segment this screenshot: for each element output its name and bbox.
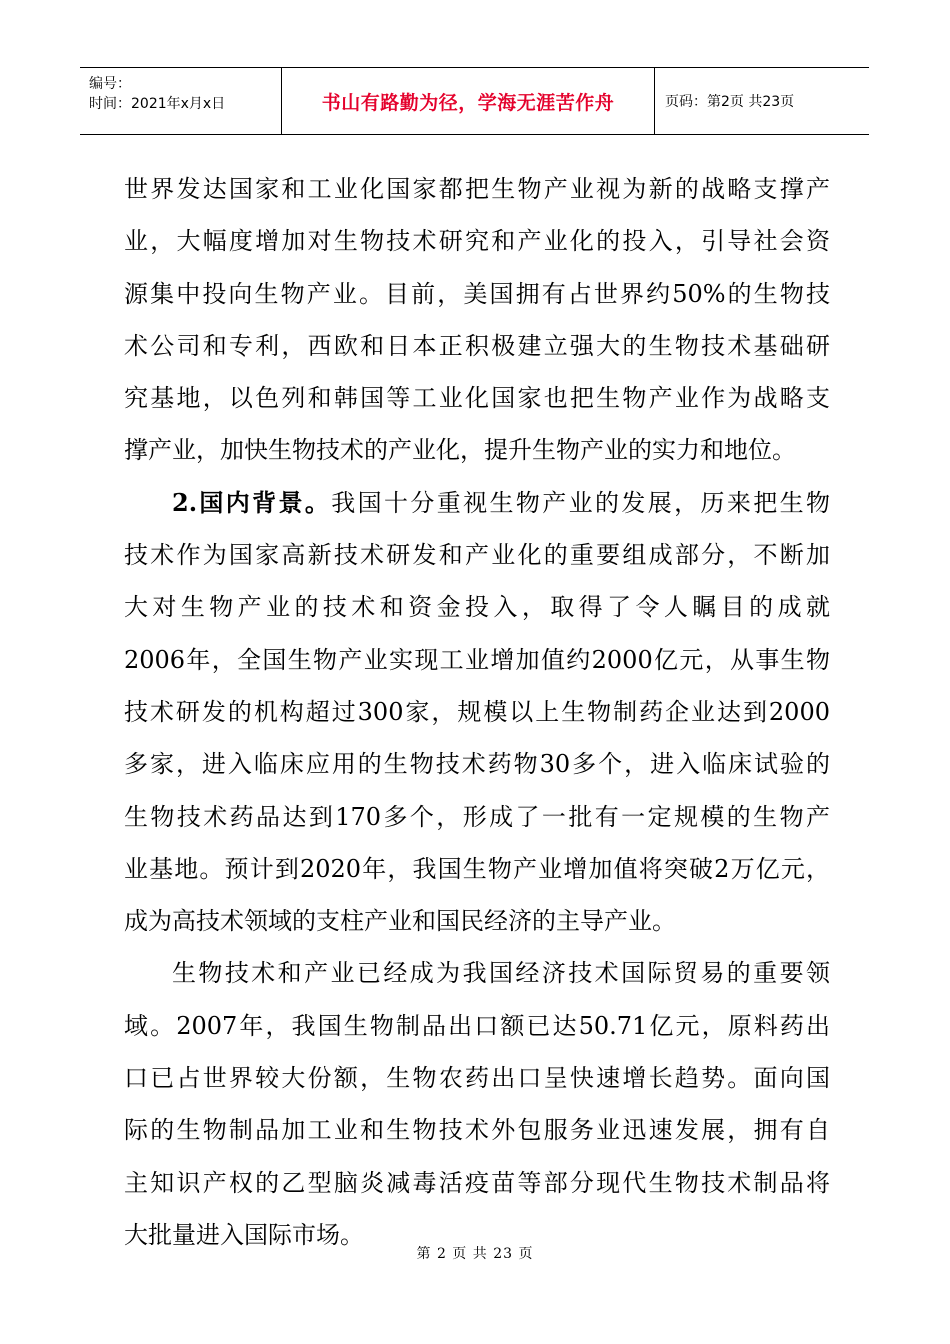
section-heading: 2.国内背景。	[172, 487, 332, 517]
paragraph-line: 技术作为国家高新技术研发和产业化的重要组成部分，不断加	[124, 541, 830, 570]
paragraph-3	[124, 947, 830, 1261]
page-footer: 第 2 页 共 23 页	[416, 1246, 534, 1262]
paragraph-line: 际的生物制品加工业和生物技术外包服务业迅速发展，拥有自	[124, 1116, 830, 1145]
paragraph-line: 多家，进入临床应用的生物技术药物30多个，进入临床试验的	[124, 750, 830, 779]
paragraph-line: 世界发达国家和工业化国家都把生物产业视为新的战略支撑产	[124, 175, 830, 203]
paragraph-line: 生物技术药品达到170多个，形成了一批有一定规模的生物产	[124, 802, 830, 831]
paragraph-2	[124, 477, 830, 948]
paragraph-line: 业，大幅度增加对生物技术研究和产业化的投入，引导社会资	[124, 227, 830, 256]
paragraph-line: 成为高技术领域的支柱产业和国民经济的主导产业。	[124, 907, 676, 936]
paragraph-line: 大批量进入国际市场。	[124, 1220, 364, 1249]
paragraph-first-line	[124, 477, 830, 529]
paragraph-line: 技术研发的机构超过300家，规模以上生物制药企业达到2000	[124, 697, 830, 726]
header-page-info: 页码：第2页 共23页	[665, 94, 795, 110]
number-label: 编号：	[89, 76, 131, 92]
time-label: 时间：2021年x月x日	[89, 96, 226, 112]
page-header	[80, 67, 869, 135]
paragraph-line: 口已占世界较大份额，生物农药出口呈快速增长趋势。面向国	[124, 1064, 830, 1093]
document-body	[124, 163, 830, 1261]
header-motto: 书山有路勤为径，学海无涯苦作舟	[282, 68, 655, 134]
paragraph-line: 2006年，全国生物产业实现工业增加值约2000亿元，从事生物	[124, 645, 830, 674]
paragraph-line: 大对生物产业的技术和资金投入，取得了令人瞩目的成就	[124, 593, 830, 622]
paragraph-line: 撑产业，加快生物技术的产业化，提升生物产业的实力和地位。	[124, 436, 796, 465]
paragraph-line: 术公司和专利，西欧和日本正积极建立强大的生物技术基础研	[124, 331, 830, 360]
paragraph-text: 我国十分重视生物产业的发展，历来把生物	[331, 488, 830, 517]
paragraph-line: 主知识产权的乙型脑炎减毒活疫苗等部分现代生物技术制品将	[124, 1168, 830, 1197]
header-meta	[80, 68, 282, 134]
paragraph-line: 源集中投向生物产业。目前，美国拥有占世界约50%的生物技	[124, 279, 830, 308]
paragraph-line: 业基地。预计到2020年，我国生物产业增加值将突破2万亿元，	[124, 854, 830, 883]
paragraph-first-line: 生物技术和产业已经成为我国经济技术国际贸易的重要领	[172, 959, 830, 988]
paragraph-line: 域。2007年，我国生物制品出口额已达50.71亿元，原料药出	[124, 1011, 830, 1040]
paragraph-line: 究基地，以色列和韩国等工业化国家也把生物产业作为战略支	[124, 384, 830, 413]
paragraph-1	[124, 163, 830, 477]
